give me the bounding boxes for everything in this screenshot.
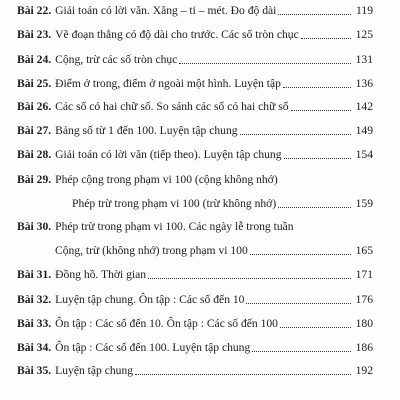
lesson-number: Bài 26. (17, 100, 52, 113)
toc-entry-27[interactable] (17, 122, 373, 138)
dot-leader (278, 13, 351, 15)
lesson-title: Cộng, trừ (không nhớ) trong phạm vi 100 (55, 244, 248, 257)
dot-leader (252, 350, 351, 352)
lesson-title: Giải toán có lời văn (tiếp theo). Luyện tập chung (55, 148, 282, 161)
page-number: 125 (355, 28, 373, 41)
page-number: 171 (355, 268, 373, 281)
lesson-number: Bài 25. (17, 77, 52, 90)
lesson-number: Bài 35. (17, 364, 52, 377)
toc-entry-35[interactable] (17, 362, 373, 378)
lesson-title: Phép trừ trong phạm vi 100 (trừ không nhớ) (72, 197, 277, 210)
toc-entry-25[interactable] (17, 75, 373, 91)
toc-entry-24[interactable] (17, 51, 373, 67)
lesson-number: Bài 34. (17, 341, 52, 354)
dot-leader (278, 206, 351, 208)
lesson-number: Bài 29. (17, 173, 52, 186)
lesson-number: Bài 23. (17, 28, 52, 41)
page-number: 186 (355, 341, 373, 354)
dot-leader (301, 37, 351, 39)
lesson-number: Bài 33. (17, 317, 52, 330)
lesson-title: Các số có hai chữ số. So sánh các số có hai chữ số (55, 100, 289, 113)
toc-entry-31[interactable] (17, 266, 373, 282)
page-number: 165 (355, 244, 373, 257)
lesson-title: Phép trừ trong phạm vi 100. Các ngày lễ trong tuần (55, 220, 294, 233)
toc-entry-30[interactable] (17, 218, 373, 234)
toc-entry-26[interactable] (17, 98, 373, 114)
toc-entry-22[interactable] (17, 2, 373, 18)
page-number: 142 (355, 100, 373, 113)
dot-leader (135, 373, 351, 375)
lesson-title: Điểm ở trong, điểm ở ngoài một hình. Luyện tập (55, 77, 281, 90)
lesson-title: Luyện tập chung (55, 364, 134, 377)
page-number: 192 (355, 364, 373, 377)
toc-entry-34[interactable] (17, 339, 373, 355)
dot-leader (179, 62, 351, 64)
dot-leader (291, 109, 351, 111)
dot-leader (283, 86, 351, 88)
toc-entry-23[interactable] (17, 26, 373, 42)
dot-leader (280, 326, 351, 328)
lesson-number: Bài 32. (17, 293, 52, 306)
lesson-title: Vẽ đoạn thẳng có độ dài cho trước. Các số tròn chục (55, 28, 299, 41)
lesson-title: Luyện tập chung. Ôn tập : Các số đến 10 (55, 293, 245, 306)
toc-entry-29[interactable] (17, 171, 373, 187)
dot-leader (284, 157, 351, 159)
dot-leader (246, 302, 351, 304)
toc-entry-32[interactable] (17, 291, 373, 307)
lesson-number: Bài 31. (17, 268, 52, 281)
page-number: 159 (355, 197, 373, 210)
lesson-title: Giải toán có lời văn. Xăng – ti – mét. Đo độ dài (55, 4, 277, 17)
lesson-number: Bài 28. (17, 148, 52, 161)
page-number: 149 (355, 124, 373, 137)
lesson-number: Bài 22. (17, 4, 52, 17)
toc-entry-30-continued[interactable] (17, 242, 373, 258)
page-number: 119 (356, 4, 373, 17)
page-number: 154 (355, 148, 373, 161)
page-number: 176 (355, 293, 373, 306)
lesson-number: Bài 24. (17, 53, 52, 66)
toc-entry-28[interactable] (17, 146, 373, 162)
lesson-title: Bảng số từ 1 đến 100. Luyện tập chung (55, 124, 238, 137)
lesson-title: Ôn tập : Các số đến 10. Ôn tập : Các số đến 100 (55, 317, 278, 330)
dot-leader (148, 277, 351, 279)
dot-leader (250, 253, 351, 255)
lesson-title: Đồng hồ. Thời gian (55, 268, 147, 281)
page-number: 131 (355, 53, 373, 66)
page-number: 180 (355, 317, 373, 330)
lesson-title: Cộng, trừ các số tròn chục (55, 53, 178, 66)
dot-leader (240, 133, 351, 135)
lesson-number: Bài 27. (17, 124, 52, 137)
lesson-title: Phép cộng trong phạm vi 100 (cộng không nhớ) (55, 173, 278, 186)
toc-entry-33[interactable] (17, 315, 373, 331)
toc-entry-29-continued[interactable] (17, 195, 373, 211)
page-number: 136 (355, 77, 373, 90)
lesson-number: Bài 30. (17, 220, 52, 233)
lesson-title: Ôn tập : Các số đến 100. Luyện tập chung (55, 341, 251, 354)
